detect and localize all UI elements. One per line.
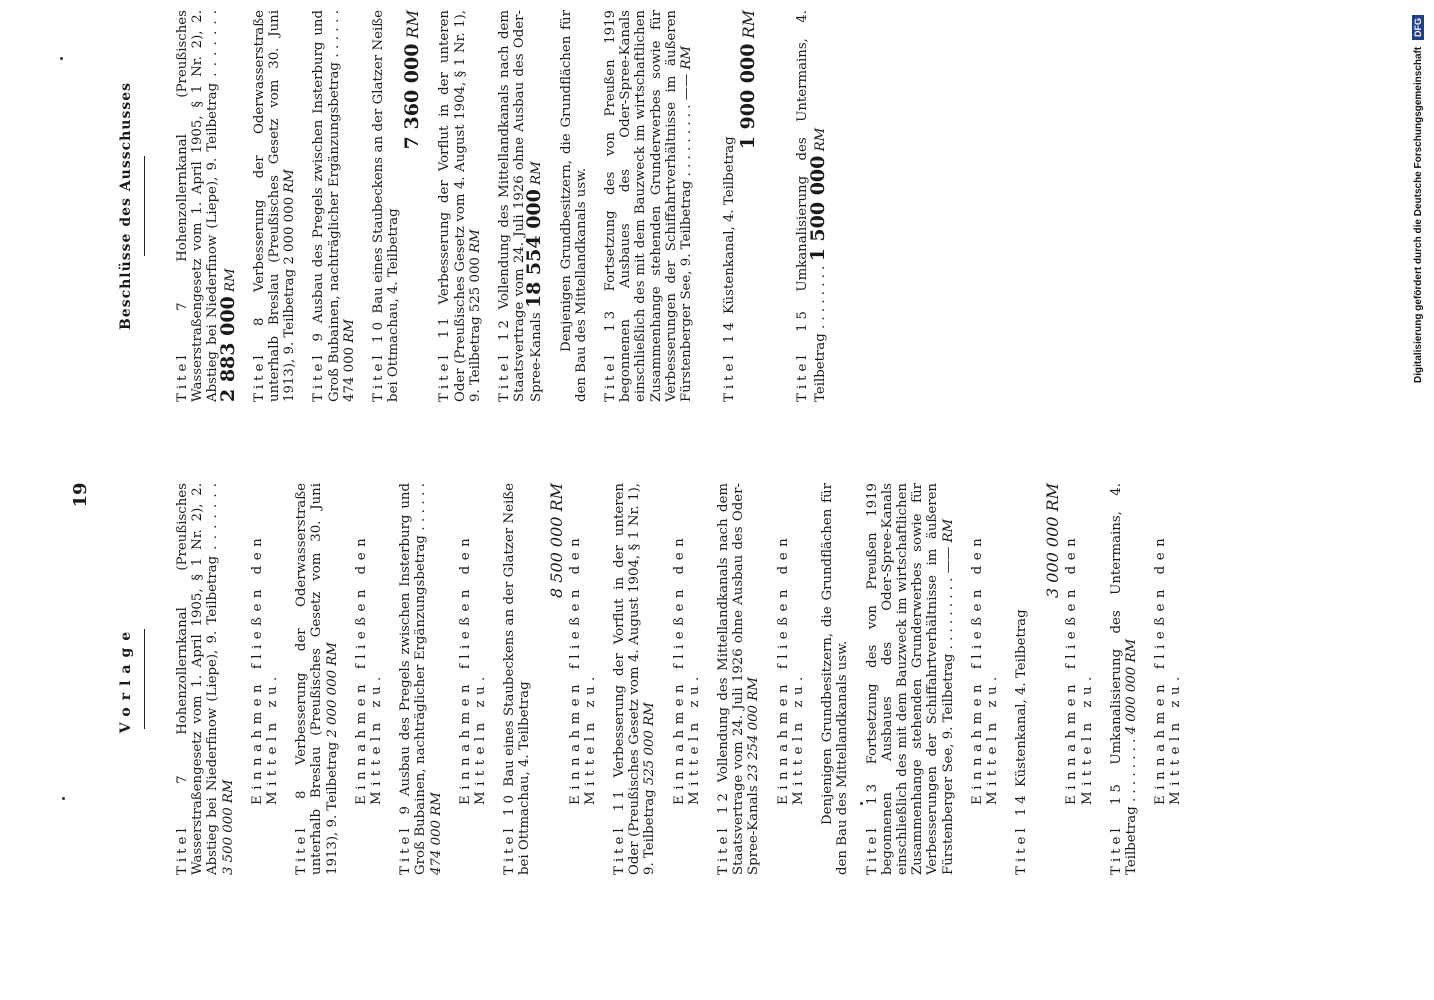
- entry-unit: RM: [467, 229, 483, 253]
- entry-amount: 2 000 000: [324, 669, 340, 738]
- heading-rule: [144, 156, 145, 256]
- entry-unit: RM: [1043, 483, 1063, 512]
- entry-titel-9: [311, 10, 357, 402]
- entry-amount: 8 500 000: [546, 516, 566, 598]
- entry-text: Verbesserung der Oderwasserstraße unterhalb Breslau (Preußisches Gesetz vom 30. Juni 1913), 9. Teilbetrag: [294, 483, 340, 875]
- entry-titel-12: [497, 10, 545, 402]
- entry-text: Hohenzollernkanal (Preußisches Wasserstraßengesetz vom 1. April 1905, § 1 Nr. 2), 2. Abstieg bei Niederfinow (Liepe), 9. Teilbetrag . . . . . . .: [175, 10, 221, 402]
- titel-label: Titel 9: [398, 802, 414, 875]
- entry-amount: 2 000 000: [282, 196, 298, 265]
- entry-titel-8: [252, 10, 298, 402]
- entry-text: Ausbau des Pregels zwischen Insterburg und Groß Bubainen, nachträglicher Ergänzungsbetrag . . . . . .: [398, 483, 429, 875]
- entry-titel-10: [502, 483, 598, 875]
- entry-amount: 3 000 000: [1043, 516, 1063, 598]
- entry-unit: RM: [739, 10, 759, 39]
- entry-amount: 1 500 000: [806, 155, 829, 262]
- entry-note: Einnahmen fließen den Mitteln zu.: [775, 532, 806, 805]
- entry-unit: RM: [940, 518, 956, 543]
- titel-label: Titel 14: [722, 318, 738, 402]
- entry-text: Fortsetzung des von Preußen 1919 begonnenen Ausbaues des Oder-Spree-Kanals einschließlich des mit dem Bauzweck im wirtschaftlichen Zusammenhange stehenden Grunderwerbes sowie für Verbesserungen der Schiffahrtverhältnisse im äußeren Fürstenberger See, 9. Teilbetrag . . . . . . . . .: [603, 10, 695, 402]
- titel-label: Titel 15: [795, 307, 811, 402]
- entry-titel-7: [175, 10, 238, 402]
- scan-speck: [60, 57, 63, 60]
- entry-titel-8: [294, 483, 384, 875]
- entry-amount: 525 000: [467, 257, 483, 313]
- entry-unit: RM: [428, 792, 444, 816]
- entry-text: Fortsetzung des von Preußen 1919 begonnenen Ausbaues des Oder-Spree-Kanals einschließlich des mit dem Bauzweck im wirtschaftlichen Zusammenhange stehenden Grunderwerbes sowie für Verbesserungen der Schiffahrtverhältnisse im äußeren Fürstenberger See, 9. Teilbetrag . . . . . . . . .: [864, 483, 956, 875]
- entry-amount: 474 000: [341, 347, 357, 402]
- entry-titel-13: [603, 10, 694, 402]
- entry-text: Hohenzollernkanal (Preußisches Wasserstraßengesetz vom 1. April 1905, § 1 Nr. 2), 2. Abstieg bei Niederfinow (Liepe), 9. Teilbetrag . . . . . . .: [175, 483, 221, 875]
- footer-text: Digitalisierung gefördert durch die Deutsche Forschungsgemeinschaft: [1413, 46, 1424, 383]
- entry-titel-12: [716, 483, 806, 875]
- entry-amount: 1 900 000: [737, 43, 760, 150]
- entry-titel-7: [175, 483, 280, 875]
- scan-speck: [62, 797, 65, 800]
- entry-note: Einnahmen fließen den Mitteln zu.: [457, 532, 489, 805]
- titel-label: Titel 11: [612, 786, 628, 875]
- entry-amount: 3 500 000: [220, 807, 236, 875]
- entry-text: Verbesserung der Oderwasserstraße unterhalb Breslau (Preußisches Gesetz vom 30. Juni 1913), 9. Teilbetrag: [251, 10, 298, 402]
- entry-titel-11: [437, 10, 483, 402]
- entry-text: Bau eines Staubeckens an der Glatzer Neiße bei Ottmachau, 4. Teilbetrag: [371, 9, 402, 402]
- column-heading: Beschlüsse des Ausschusses: [118, 81, 134, 331]
- entry-amount: 474 000: [428, 820, 444, 875]
- entry-note: Einnahmen fließen den Mitteln zu.: [249, 532, 281, 805]
- entry-text: Ausbau des Pregels zwischen Insterburg und Groß Bubainen, nachträglicher Ergänzungsbetrag . . . . . .: [311, 10, 342, 402]
- entry-text: Verbesserung der Vorflut in der unteren Oder (Preußisches Gesetz vom 4. August 1904, § 1 Nr. 1), 9. Teilbetrag: [437, 10, 483, 402]
- entry-titel-15: [795, 10, 827, 402]
- titel-label: Titel 11: [437, 313, 453, 402]
- entry-text: Küstenkanal, 4. Teilbetrag: [1014, 609, 1030, 788]
- entry-unit: RM: [222, 268, 238, 292]
- entry-amount: 7 360 000: [401, 43, 424, 150]
- entry-unit: RM: [746, 677, 762, 701]
- titel-label: Titel 12: [716, 789, 732, 875]
- entry-titel-13: [865, 483, 1001, 875]
- titel-label: Titel 9: [311, 329, 327, 402]
- titel-label: Titel 15: [1108, 780, 1124, 875]
- entry-text: Umkanalisierung des Untermains, 4. Teilbetrag . . . . . . . .: [795, 10, 828, 402]
- entry-unit: RM: [1123, 638, 1139, 663]
- entry-text: Umkanalisierung des Untermains, 4. Teilbetrag . . . . . . . .: [1108, 483, 1139, 875]
- entry-note: Einnahmen fließen den Mitteln zu.: [671, 532, 702, 805]
- entry-note: Einnahmen fließen den Mitteln zu.: [1153, 532, 1184, 805]
- entry-text: Küstenkanal, 4. Teilbetrag: [722, 136, 738, 315]
- digitization-footer: [1412, 15, 1424, 1000]
- entry-note: Einnahmen fließen den Mitteln zu.: [567, 532, 598, 805]
- titel-label: Titel 10: [371, 318, 387, 402]
- column-vorlage: [118, 483, 1198, 875]
- titel-label: Titel 8: [251, 313, 267, 402]
- entry-note: Einnahmen fließen den Mitteln zu.: [969, 532, 1000, 805]
- entry-amount: ——: [940, 546, 956, 574]
- entry-unit: RM: [220, 779, 236, 804]
- entry-note: Einnahmen fließen den Mitteln zu.: [1064, 532, 1095, 805]
- titel-label: Titel 10: [502, 791, 518, 875]
- entry-unit: RM: [642, 702, 658, 726]
- titel-label: Titel 7: [175, 298, 190, 402]
- page-number: 19: [70, 482, 91, 508]
- entry-text: Bau eines Staubeckens an der Glatzer Neiße bei Ottmachau, 4. Teilbetrag: [502, 482, 533, 875]
- entry-amount: 2 883 000: [216, 296, 239, 402]
- titel-label: Titel 14: [1014, 791, 1030, 875]
- titel-label: Titel 13: [864, 779, 880, 875]
- entry-text: Verbesserung der Vorflut in der unteren Oder (Preußisches Gesetz vom 4. August 1904, § 1 Nr. 1), 9. Teilbetrag: [612, 483, 658, 875]
- column-beschluesse: [118, 10, 842, 402]
- column-heading: Vorlage: [118, 624, 134, 734]
- entry-titel-14: [1014, 483, 1095, 875]
- entry-unit: RM: [679, 45, 695, 70]
- entry-amount: 18 554 000: [523, 189, 546, 309]
- titel-label: Titel 13: [603, 306, 619, 402]
- dfg-logo: DFG: [1412, 15, 1424, 40]
- entry-unit: RM: [324, 642, 340, 666]
- entry-titel-11: [612, 483, 702, 875]
- entry-text: Vollendung des Mittellandkanals nach dem Staatsvertrage vom 24. Juli 1926 ohne Ausbau des Oder-Spree-Kanals: [497, 9, 545, 402]
- heading-rule: [144, 629, 145, 729]
- entry-amount: ——: [679, 73, 695, 101]
- scan-speck: [860, 802, 863, 805]
- entry-amount: 4 000 000: [1123, 666, 1139, 735]
- titel-label: Titel 7: [175, 771, 190, 875]
- entry-amount: 525 000: [642, 730, 658, 786]
- titel-label: Titel 8: [294, 786, 310, 875]
- entry-titel-10: [371, 10, 423, 402]
- entry-unit: RM: [341, 319, 357, 343]
- entry-text: Vollendung des Mittellandkanals nach dem Staatsvertrage vom 24. Juli 1926 ohne Ausbau des Oder-Spree-Kanals: [716, 482, 762, 875]
- titel-label: Titel 12: [497, 316, 513, 402]
- entry-titel-14: [722, 10, 759, 402]
- entry-amount: 23 254 000: [746, 704, 762, 782]
- entry-note: Einnahmen fließen den Mitteln zu.: [353, 532, 385, 805]
- entry-unit: RM: [812, 127, 828, 152]
- entry-unit: RM: [282, 169, 298, 193]
- grundbesitzer-paragraph: Denjenigen Grundbesitzern, die Grundflächen für den Bau des Mittellandkanals usw.: [558, 10, 589, 402]
- entry-unit: RM: [529, 161, 545, 185]
- entry-titel-9: [398, 483, 488, 875]
- entry-unit: RM: [403, 10, 423, 39]
- entry-titel-15: [1109, 483, 1184, 875]
- grundbesitzer-paragraph: Denjenigen Grundbesitzern, die Grundflächen für den Bau des Mittellandkanals usw.: [820, 483, 851, 875]
- entry-unit: RM: [546, 483, 566, 512]
